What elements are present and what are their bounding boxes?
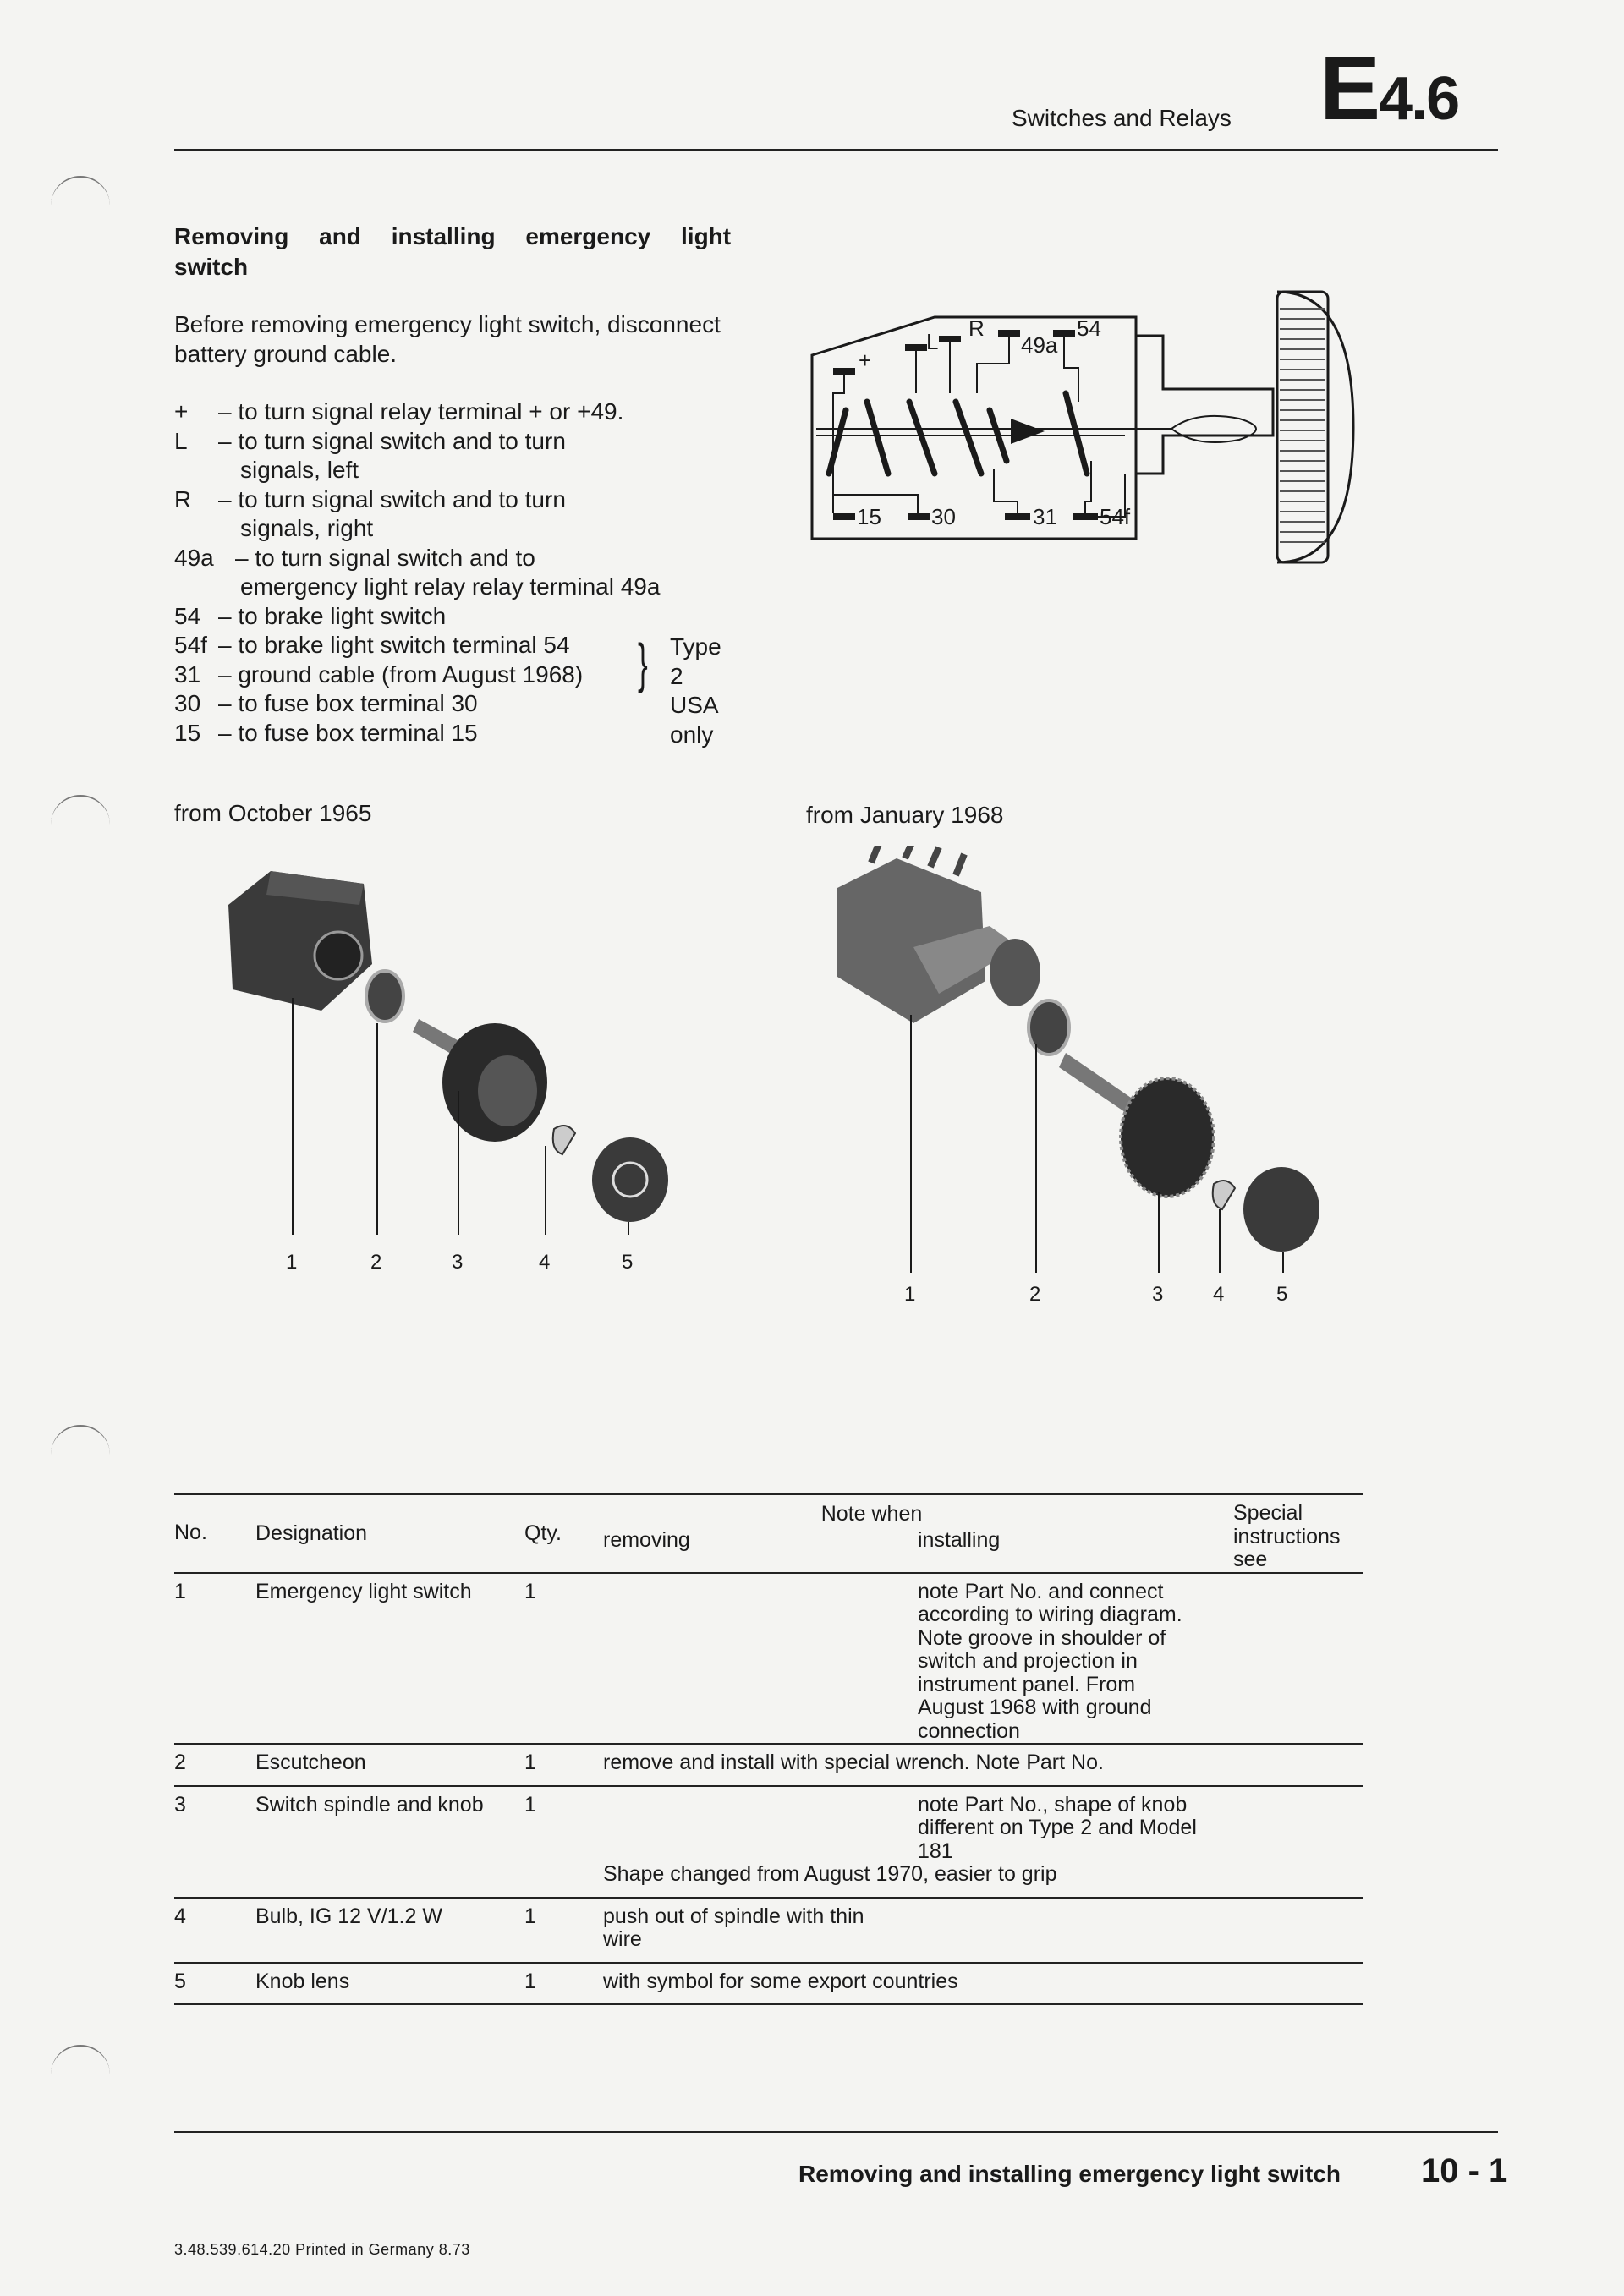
row-note: remove and install with special wrench. Note Part No.	[603, 1744, 1363, 1786]
terminal-label: 49a	[1021, 332, 1058, 358]
table-row	[174, 1786, 1363, 1898]
section-title: Switches and Relays	[1012, 105, 1232, 131]
legend-key: 15	[174, 719, 201, 746]
knob-lens-drawing	[1243, 1167, 1320, 1252]
section-code-number: 4.6	[1379, 65, 1459, 133]
header-designation: Designation	[255, 1494, 524, 1573]
table-row	[174, 1963, 1363, 2005]
intro-text: Before removing emergency light switch, disconnect battery ground cable.	[174, 311, 721, 367]
spindle-knob-drawing	[413, 1019, 547, 1142]
exploded-view-1968	[812, 846, 1353, 1319]
punch-hole-mark	[51, 795, 110, 830]
callout-leaders	[911, 1015, 1283, 1273]
row-designation: Escutcheon	[255, 1744, 524, 1786]
header-removing: removing	[603, 1528, 690, 1552]
legend-text: – to brake light switch	[218, 602, 447, 629]
header-note-when	[603, 1494, 1233, 1573]
row-installing: note Part No., shape of knob different on Type 2 and Model 181	[918, 1792, 1197, 1863]
legend-key: 49a	[174, 544, 214, 571]
row-designation: Emergency light switch	[255, 1573, 524, 1745]
legend-text: – to turn signal relay terminal + or +49.	[218, 398, 624, 425]
row-qty: 1	[524, 1898, 603, 1963]
row-installing: note Part No. and connect according to wiring diagram. Note groove in shoulder of switch and projection in instrument panel. From August 1968 with ground connection	[918, 1573, 1233, 1745]
row-no: 2	[174, 1744, 255, 1786]
legend-text: – to turn signal switch and to turn	[218, 427, 566, 454]
switch-housing-drawing	[228, 871, 372, 1011]
escutcheon-drawing	[366, 971, 403, 1022]
row-designation: Switch spindle and knob	[255, 1786, 524, 1898]
terminal-label: 31	[1033, 504, 1057, 529]
legend-key: 54	[174, 602, 201, 629]
row-note: Shape changed from August 1970, easier to grip	[603, 1862, 1057, 1886]
footer-rule	[174, 2131, 1498, 2133]
row-removing: push out of spindle with thin wire	[603, 1898, 918, 1963]
knob-housing-outline	[1136, 336, 1273, 474]
legend-text: – to brake light switch terminal 54	[218, 632, 570, 658]
table-row	[174, 1898, 1363, 1963]
callout-number: 4	[1213, 1283, 1225, 1306]
header-installing: installing	[918, 1528, 1001, 1552]
bulb-drawing	[1213, 1181, 1235, 1209]
punch-hole-mark	[51, 2045, 110, 2080]
header-qty: Qty.	[524, 1494, 603, 1573]
callout-number: 5	[622, 1251, 634, 1274]
legend-key: 31	[174, 660, 201, 688]
table-row	[174, 1744, 1363, 1786]
row-qty: 1	[524, 1963, 603, 2005]
legend-text-cont: signals, right	[240, 515, 374, 541]
row-qty: 1	[524, 1744, 603, 1786]
footer-title: Removing and installing emergency light switch	[798, 2161, 1341, 2187]
row-note: with symbol for some export countries	[603, 1963, 1363, 2005]
legend-text: – to turn signal switch and to turn	[218, 485, 566, 512]
row-no: 1	[174, 1573, 255, 1745]
section-code-letter: E	[1320, 36, 1380, 139]
row-installing	[918, 1898, 1233, 1963]
terminal-label: 54f	[1100, 504, 1131, 529]
knob-lens-drawing	[592, 1137, 668, 1222]
callout-number: 3	[1152, 1283, 1164, 1306]
terminal-label: 54	[1077, 315, 1101, 341]
terminal-label: 30	[931, 504, 956, 529]
legend-text-cont: emergency light relay relay terminal 49a	[240, 573, 661, 600]
terminal-label: L	[926, 329, 939, 354]
switch-housing-drawing	[837, 846, 1040, 1023]
legend-key: 30	[174, 690, 201, 716]
callout-number: 2	[370, 1251, 382, 1274]
legend-text: – to fuse box terminal 15	[218, 719, 478, 746]
type-note-line: USA only	[670, 692, 718, 748]
header-special: Special instructions see	[1233, 1494, 1363, 1573]
row-no: 3	[174, 1786, 255, 1898]
header-no: No.	[174, 1494, 255, 1573]
legend-text: – to fuse box terminal 30	[218, 690, 478, 716]
row-designation: Knob lens	[255, 1963, 524, 2005]
callout-number: 3	[452, 1251, 464, 1274]
bulb-drawing	[553, 1126, 575, 1154]
switch-contacts	[829, 393, 1087, 474]
legend-text-cont: signals, left	[240, 457, 359, 483]
header-rule	[174, 149, 1498, 151]
punch-hole-mark	[51, 176, 110, 211]
callout-number: 5	[1276, 1283, 1288, 1306]
callout-number: 1	[286, 1251, 298, 1274]
row-designation: Bulb, IG 12 V/1.2 W	[255, 1898, 524, 1963]
legend-key: L	[174, 427, 188, 454]
terminal-label: R	[968, 315, 985, 341]
indicator-arrow-icon	[1011, 419, 1045, 444]
figure-caption-right: from January 1968	[806, 802, 1004, 828]
exploded-view-1965	[211, 846, 685, 1285]
legend-text: – to turn signal switch and to	[235, 544, 535, 571]
table-row	[174, 1573, 1363, 1745]
figure-caption-left: from October 1965	[174, 800, 372, 826]
spindle-knob-drawing	[1059, 1053, 1214, 1197]
row-removing	[603, 1573, 918, 1745]
legend-key: 54f	[174, 632, 207, 658]
row-no: 5	[174, 1963, 255, 2005]
terminal-label: 15	[857, 504, 881, 529]
type-note-line: Type 2	[670, 633, 721, 689]
page-title: Removing and installing emergency light switch	[174, 223, 732, 280]
terminal-label: +	[859, 348, 872, 373]
legend-key: +	[174, 398, 189, 425]
parts-table	[174, 1493, 1363, 2005]
escutcheon-drawing	[1029, 1000, 1069, 1055]
print-info: 3.48.539.614.20 Printed in Germany 8.73	[174, 2241, 470, 2258]
type-note	[670, 633, 721, 749]
brace-icon: }	[638, 633, 648, 693]
legend-key: R	[174, 485, 192, 512]
row-no: 4	[174, 1898, 255, 1963]
callout-number: 1	[904, 1283, 916, 1306]
callout-number: 4	[539, 1251, 551, 1274]
row-qty: 1	[524, 1573, 603, 1745]
punch-hole-mark	[51, 1425, 110, 1460]
wiring-diagram	[799, 283, 1358, 575]
legend-text: – ground cable (from August 1968)	[218, 660, 584, 688]
section-code	[1320, 36, 1459, 139]
callout-number: 2	[1029, 1283, 1041, 1306]
page-number: 10 - 1	[1421, 2152, 1508, 2189]
row-qty: 1	[524, 1786, 603, 1898]
knob-knurling	[1280, 309, 1325, 542]
header-note-when-label: Note when	[820, 1502, 923, 1526]
table-header-row	[174, 1494, 1363, 1573]
bulb-icon	[1125, 416, 1256, 442]
